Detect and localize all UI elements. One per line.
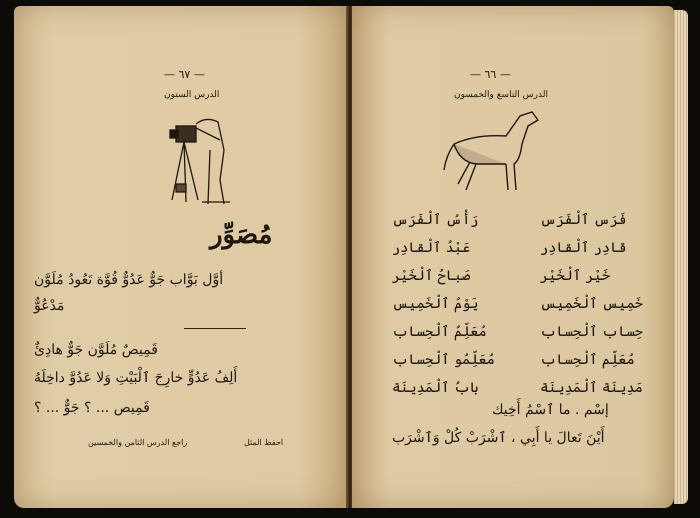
vocab-word: حِساب ٱلْحِساب <box>540 324 643 340</box>
vocab-phrase: عَبْدُ ٱلْقادِر <box>392 240 471 256</box>
photographer-icon <box>162 110 242 208</box>
vocab-word: مُعَلِّم ٱلْحِساب <box>540 352 635 368</box>
footer-note: احفظ المثل <box>244 438 284 447</box>
text-line: أوَّل بَوَّاب جَوٌّ عَدُوٌّ قُوَّة تَعُودُ مُلَوَّن <box>34 272 224 288</box>
open-book <box>6 6 694 514</box>
vocab-phrase: بابُ ٱلْمَدِينَة <box>392 380 479 396</box>
page-number: — ٦٦ — <box>470 68 511 81</box>
text-line: قَمِيصٌ مُلَوَّن جَوٌّ هادِئٌ <box>34 342 158 358</box>
vocab-phrase: يَوْمُ ٱلْخَمِيس <box>392 296 479 312</box>
page-number: — ٦٧ — <box>164 68 205 81</box>
vocab-word: قادِر ٱلْقادِر <box>540 240 627 256</box>
vocab-phrase: صَباحُ ٱلْخَيْر <box>392 268 471 284</box>
horse-icon <box>436 104 546 194</box>
divider <box>184 328 246 329</box>
footer-note: راجع الدرس الثامن والخمسين <box>88 438 188 447</box>
text-line: مَدْعُوٌّ <box>34 298 65 314</box>
text-line: قَمِيص ... ؟ جَوٌّ ... ؟ <box>34 400 150 416</box>
text-line: أَلِفُ عَدُوٍّ خارِجَ ٱلْبَيْتِ وَلا عَدُوَّ داخِلَهُ <box>34 370 238 386</box>
text-line: إسْم . ما ٱسْمُ أَخِيك <box>492 402 609 418</box>
page-edges <box>674 10 688 504</box>
lesson-title: الدرس التاسع والخمسون <box>454 90 548 100</box>
right-page <box>352 6 674 508</box>
vocab-word: خَمِيس ٱلْخَمِيس <box>540 296 643 312</box>
left-page <box>14 6 348 508</box>
headword: مُصَوِّر <box>210 220 273 250</box>
vocab-word: مَدِينَة ٱلْمَدِينَة <box>540 380 643 396</box>
vocab-phrase: مُعَلِّمُ ٱلْحِساب <box>392 324 487 340</box>
vocab-phrase: مُعَلِّمُو ٱلْحِساب <box>392 352 495 368</box>
text-line: أَيْنَ تَعالَ يا أَبِي ، ٱشْرَبْ كُلْ وَٱشْرَب <box>392 430 605 446</box>
vocab-phrase: رَأْسُ ٱلْفَرَس <box>392 212 479 228</box>
vocab-word: خَيْر ٱلْخَيْر <box>540 268 611 284</box>
vocab-word: فَرَس ٱلْفَرَس <box>540 212 627 228</box>
lesson-title: الدرس الستون <box>164 90 220 100</box>
